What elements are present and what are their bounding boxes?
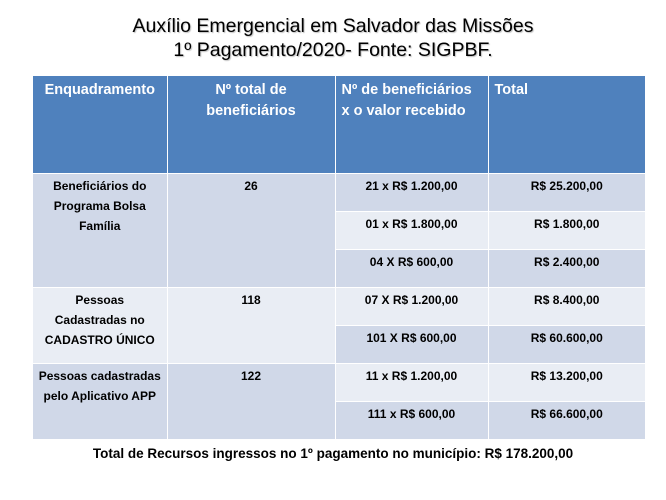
total-cell: R$ 2.400,00: [488, 249, 645, 287]
calc-cell: 01 x R$ 1.800,00: [335, 211, 488, 249]
table-header-row: [33, 76, 645, 173]
total-summary: Total de Recursos ingressos no 1º pagamento no município: R$ 178.200,00: [92, 446, 574, 461]
total-cell: R$ 60.600,00: [488, 325, 645, 363]
table-row: [33, 287, 645, 325]
category-cell: Pessoas Cadastradas no CADASTRO ÚNICO: [33, 287, 167, 363]
total-cell: R$ 8.400,00: [488, 287, 645, 325]
count-cell: 26: [167, 173, 335, 287]
category-cell: Pessoas cadastradas pelo Aplicativo APP: [33, 363, 167, 439]
calc-cell: 11 x R$ 1.200,00: [335, 363, 488, 401]
total-cell: R$ 1.800,00: [488, 211, 645, 249]
header-enquadramento: Enquadramento: [33, 76, 167, 173]
total-cell: R$ 25.200,00: [488, 173, 645, 211]
table-row: [33, 363, 645, 401]
header-valor-recebido: Nº de beneficiários x o valor recebido: [335, 76, 488, 173]
count-cell: 118: [167, 287, 335, 363]
total-cell: R$ 13.200,00: [488, 363, 645, 401]
calc-cell: 101 X R$ 600,00: [335, 325, 488, 363]
beneficiaries-table: [33, 76, 645, 439]
count-cell: 122: [167, 363, 335, 439]
total-cell: R$ 66.600,00: [488, 401, 645, 439]
header-total: Total: [488, 76, 645, 173]
category-cell: Beneficiários do Programa Bolsa Família: [33, 173, 167, 287]
header-total-beneficiarios: Nº total de beneficiários: [167, 76, 335, 173]
slide-title: [0, 14, 666, 62]
calc-cell: 111 x R$ 600,00: [335, 401, 488, 439]
title-line-2: 1º Pagamento/2020- Fonte: SIGPBF.: [173, 39, 493, 61]
calc-cell: 07 X R$ 1.200,00: [335, 287, 488, 325]
calc-cell: 21 x R$ 1.200,00: [335, 173, 488, 211]
table-row: [33, 173, 645, 211]
calc-cell: 04 X R$ 600,00: [335, 249, 488, 287]
title-line-1: Auxílio Emergencial em Salvador das Missões: [132, 15, 534, 37]
